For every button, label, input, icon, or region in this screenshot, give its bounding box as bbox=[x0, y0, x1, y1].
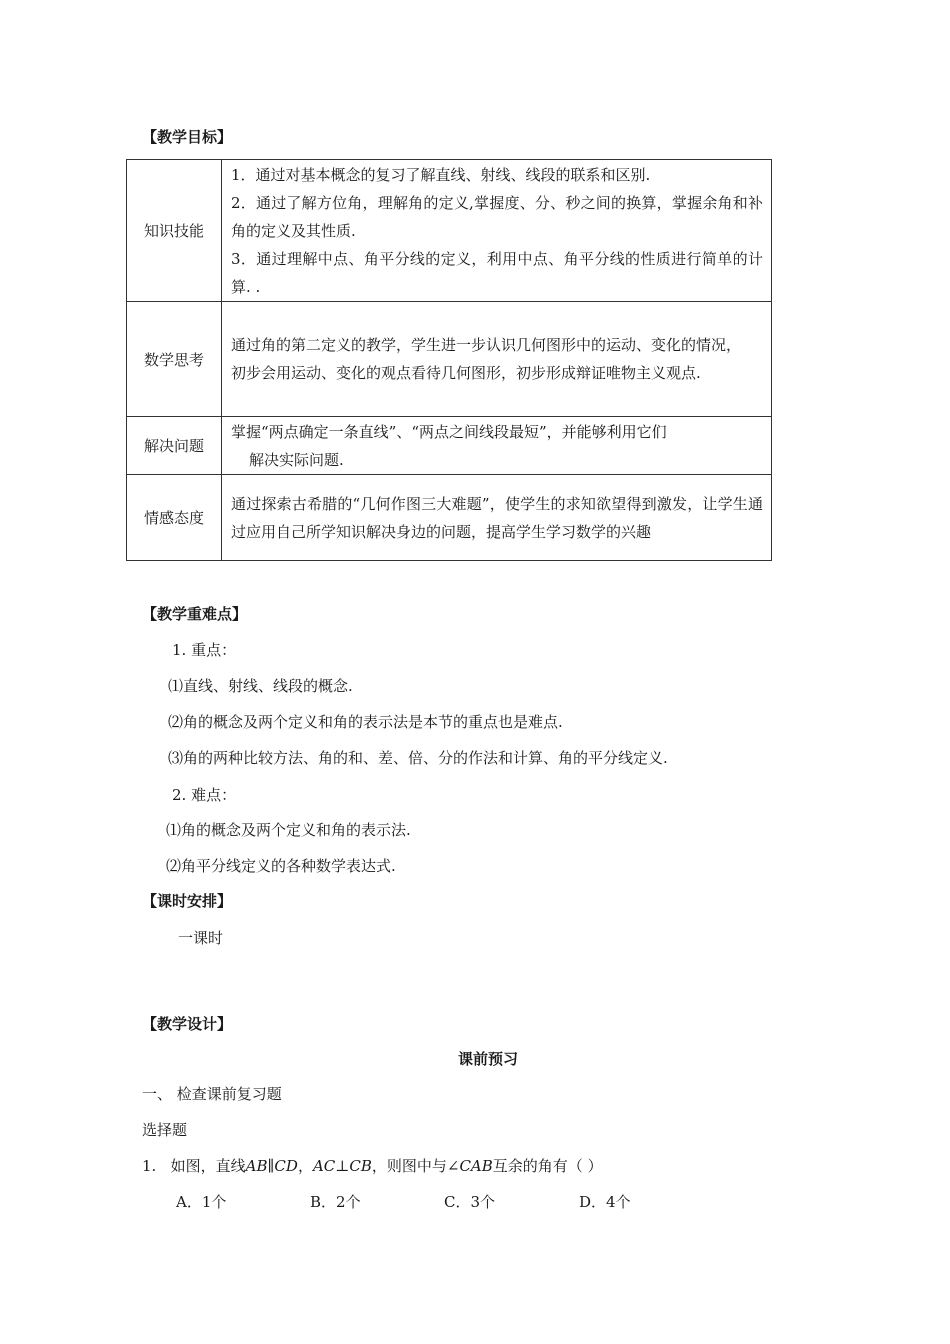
focus-item: ⑵角的概念及两个定义和角的表示法是本节的重点也是难点. bbox=[168, 713, 563, 731]
content-line: 2．通过了解方位角，理解角的定义,掌握度、分、秒之间的换算，掌握余角和补角的定义及其性质. bbox=[231, 193, 763, 240]
schedule-heading: 【课时安排】 bbox=[142, 892, 233, 910]
content-cell bbox=[222, 475, 772, 561]
category-cell: 解决问题 bbox=[127, 417, 222, 475]
schedule-text: 一课时 bbox=[178, 929, 224, 947]
content-line: 解决实际问题. bbox=[249, 450, 344, 469]
category-cell: 情感态度 bbox=[127, 475, 222, 561]
category-cell: 知识技能 bbox=[127, 160, 222, 302]
section-title: 课前预习 bbox=[458, 1050, 519, 1068]
objectives-row-knowledge bbox=[127, 160, 772, 302]
question-text: CAB bbox=[459, 1157, 493, 1175]
option-a: A．1个 bbox=[176, 1193, 227, 1211]
option-b: B．2个 bbox=[310, 1193, 361, 1211]
objectives-row-problem bbox=[127, 417, 772, 475]
content-line: 1．通过对基本概念的复习了解直线、射线、线段的联系和区别. bbox=[231, 165, 651, 184]
focus-item: ⑴直线、射线、线段的概念. bbox=[168, 677, 353, 695]
option-c: C．3个 bbox=[444, 1193, 496, 1211]
question-type: 选择题 bbox=[142, 1121, 188, 1139]
difficulty-item: ⑵角平分线定义的各种数学表达式. bbox=[166, 857, 396, 875]
objectives-table bbox=[126, 159, 772, 561]
objectives-heading: 【教学目标】 bbox=[142, 128, 233, 146]
content-line: 通过探索古希腊的“几何作图三大难题”，使学生的求知欲望得到激发，让学生通过应用自己所学知识解决身边的问题，提高学生学习数学的兴趣 bbox=[231, 494, 763, 541]
question-number: 1. bbox=[142, 1157, 157, 1175]
category-cell: 数学思考 bbox=[127, 302, 222, 417]
question-text: ，则图中与∠ bbox=[371, 1157, 460, 1175]
question-1 bbox=[142, 1155, 603, 1176]
content-line: 初步会用运动、变化的观点看待几何图形，初步形成辩证唯物主义观点. bbox=[231, 364, 701, 382]
question-text: AC⊥CB bbox=[312, 1157, 372, 1175]
option-d: D．4个 bbox=[579, 1193, 631, 1211]
content-cell bbox=[222, 302, 772, 417]
question-text: ， bbox=[297, 1157, 313, 1175]
difficulty-label: 2. 难点： bbox=[172, 786, 237, 804]
design-heading: 【教学设计】 bbox=[142, 1015, 233, 1033]
content-line: 通过角的第二定义的教学，学生进一步认识几何图形中的运动、变化的情况， bbox=[231, 336, 742, 354]
focus-item: ⑶角的两种比较方法、角的和、差、倍、分的作法和计算、角的平分线定义. bbox=[168, 749, 668, 767]
content-line: 掌握“两点确定一条直线”、“两点之间线段最短”，并能够利用它们 bbox=[231, 422, 667, 441]
content-cell bbox=[222, 160, 772, 302]
content-cell bbox=[222, 417, 772, 475]
objectives-row-emotion bbox=[127, 475, 772, 561]
part-one-title: 一、 检查课前复习题 bbox=[142, 1085, 282, 1103]
difficulty-item: ⑴角的概念及两个定义和角的表示法. bbox=[166, 821, 411, 839]
content-line: 3．通过理解中点、角平分线的定义，利用中点、角平分线的性质进行简单的计算. . bbox=[231, 249, 763, 296]
key-points-heading: 【教学重难点】 bbox=[142, 605, 248, 623]
question-text: 如图，直线 bbox=[170, 1157, 246, 1175]
question-text: 互余的角有（ ） bbox=[492, 1157, 603, 1175]
question-text: AB∥CD bbox=[245, 1157, 298, 1175]
focus-label: 1. 重点： bbox=[172, 641, 237, 659]
objectives-row-thinking bbox=[127, 302, 772, 417]
